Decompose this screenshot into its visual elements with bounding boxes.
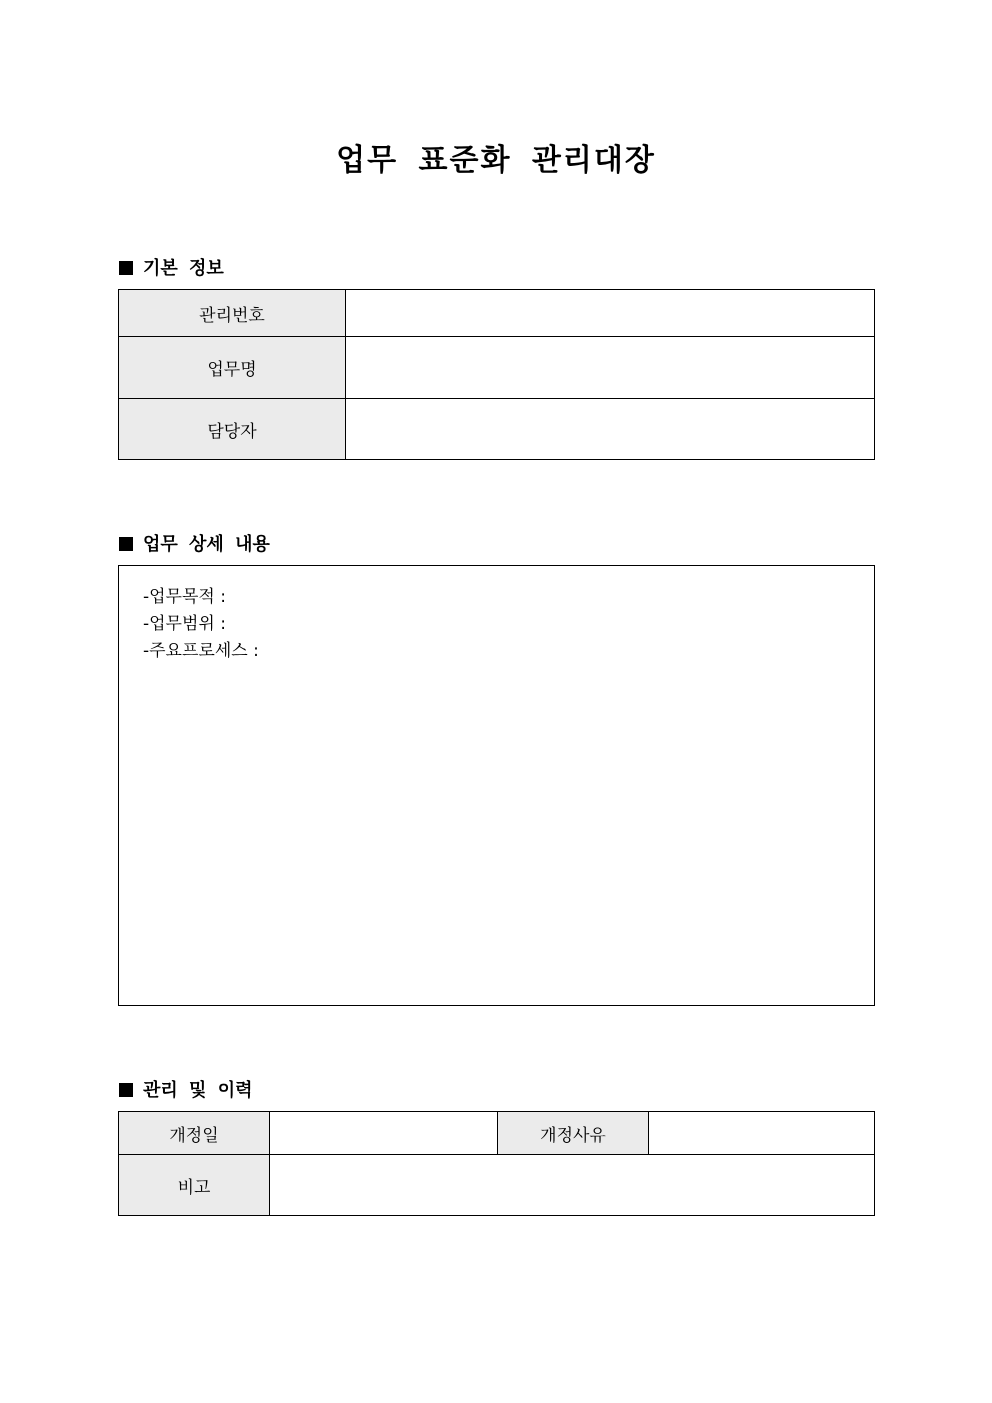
detail-line: -업무범위 : [143, 614, 226, 634]
detail-content-box[interactable] [118, 565, 875, 1006]
value-cell-manager[interactable] [346, 399, 875, 460]
heading-text: 업무 상세 내용 [143, 534, 270, 555]
section-heading-detail [119, 530, 270, 556]
square-bullet-icon [119, 1083, 133, 1097]
square-bullet-icon [119, 537, 133, 551]
label-cell: 관리번호 [119, 290, 346, 337]
detail-line: -업무목적 : [143, 587, 226, 607]
label-cell: 비고 [119, 1155, 270, 1216]
remarks-cell[interactable] [270, 1155, 875, 1216]
label-cell: 담당자 [119, 399, 346, 460]
label-cell: 업무명 [119, 337, 346, 399]
section-heading-basic [119, 254, 224, 280]
revision-date-cell[interactable] [270, 1112, 498, 1155]
page-title: 업무 표준화 관리대장 [336, 143, 656, 178]
basic-info-table [118, 289, 875, 460]
square-bullet-icon [119, 261, 133, 275]
label-cell: 개정사유 [498, 1112, 649, 1155]
value-cell-management-number[interactable] [346, 290, 875, 337]
history-table [118, 1111, 875, 1216]
heading-text: 관리 및 이력 [143, 1080, 253, 1101]
heading-text: 기본 정보 [143, 258, 224, 279]
label-cell: 개정일 [119, 1112, 270, 1155]
revision-reason-cell[interactable] [649, 1112, 875, 1155]
section-heading-history [119, 1076, 252, 1102]
value-cell-task-name[interactable] [346, 337, 875, 399]
detail-line: -주요프로세스 : [143, 641, 259, 661]
